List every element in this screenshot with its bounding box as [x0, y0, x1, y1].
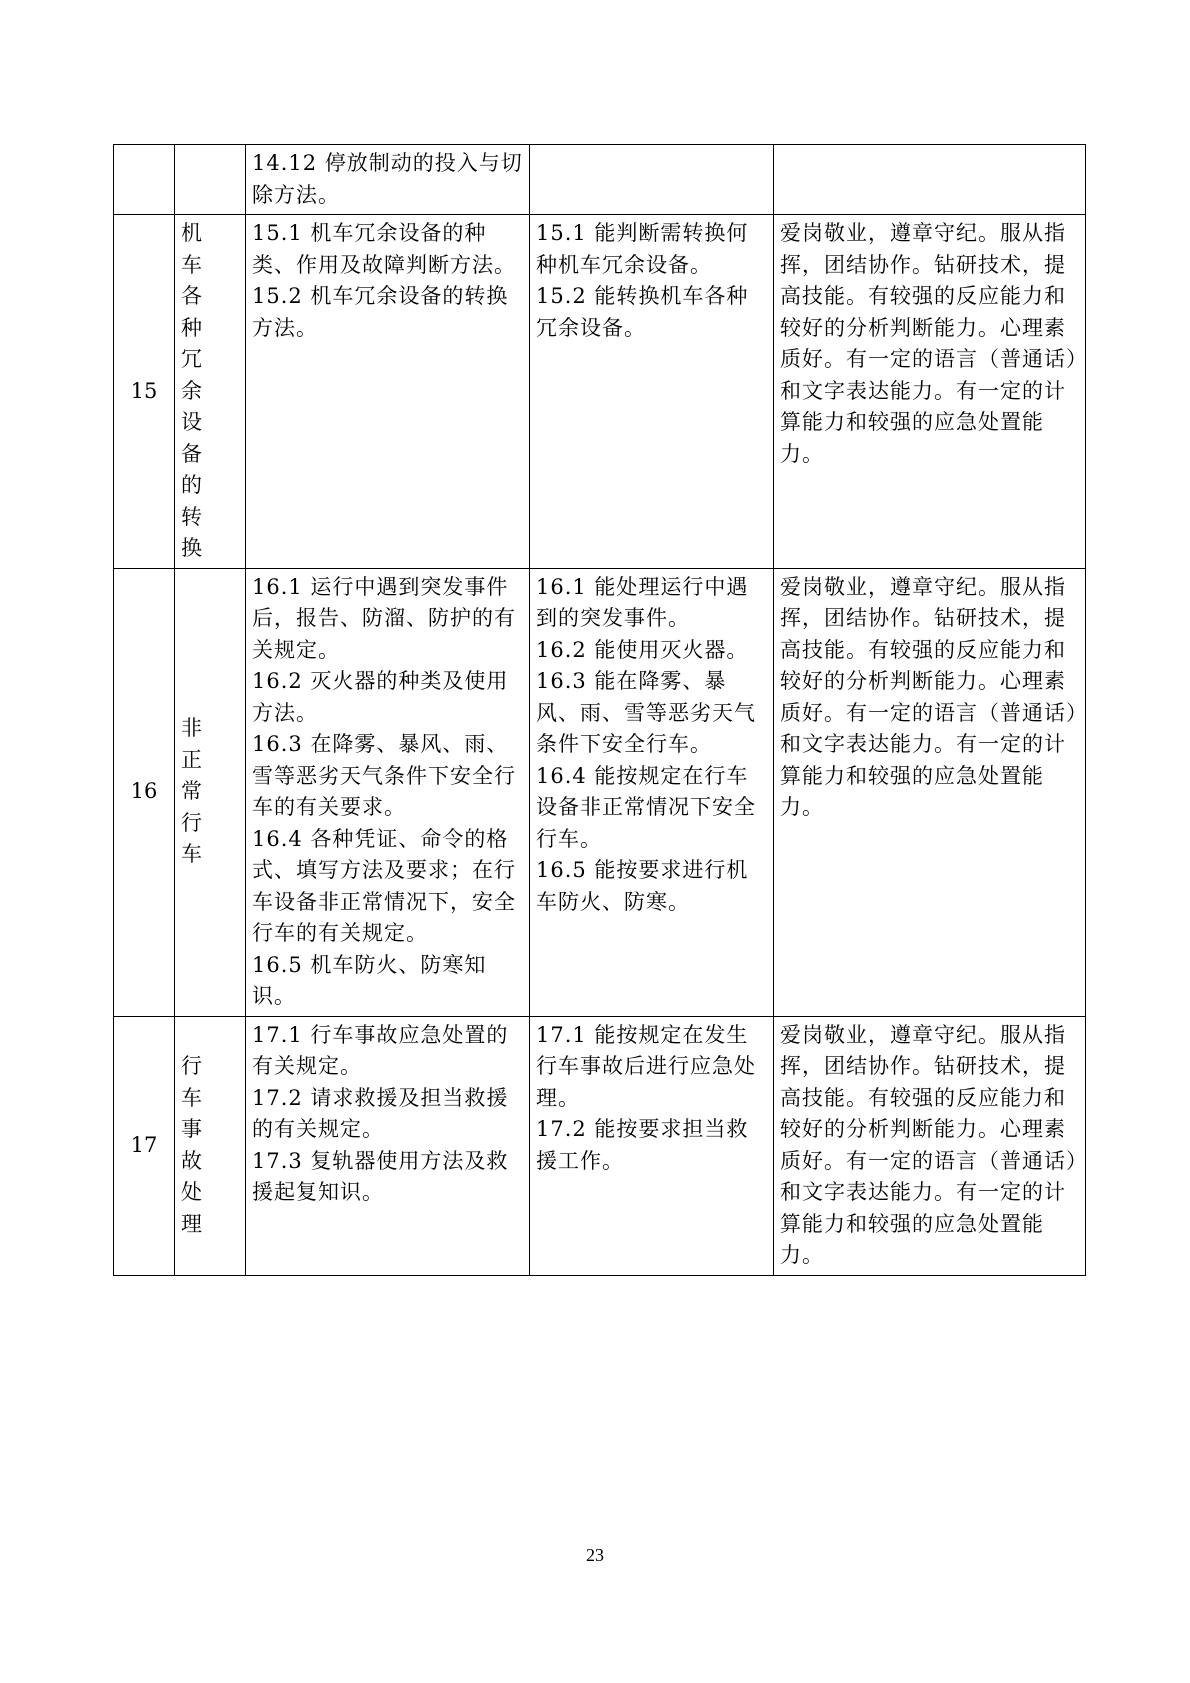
- page-number: 23: [586, 1545, 604, 1565]
- topic-line: 常 行: [181, 779, 212, 835]
- topic-line: 各 种: [181, 284, 212, 340]
- topic-line: 机 车: [181, 221, 212, 277]
- curriculum-table: [113, 144, 1086, 1276]
- row-topic: [175, 215, 246, 569]
- row-skills: [530, 1016, 774, 1275]
- table-row: [114, 1016, 1086, 1275]
- row-topic: [175, 568, 246, 1016]
- row-knowledge: [246, 215, 530, 569]
- skill-item: 15.1 能判断需转换何种机车冗余设备。: [536, 221, 749, 277]
- row-number: 15: [114, 215, 175, 569]
- knowledge-item: 16.4 各种凭证、命令的格式、填写方法及要求；在行车设备非正常情况下，安全行车的有关规定。: [252, 826, 516, 945]
- row-quality: [774, 1016, 1086, 1275]
- topic-line: 换: [181, 536, 212, 560]
- row-quality: [774, 568, 1086, 1016]
- knowledge-item: 16.3 在降雾、暴风、雨、雪等恶劣天气条件下安全行车的有关要求。: [252, 732, 516, 819]
- quality-item: 爱岗敬业，遵章守纪。服从指挥，团结协作。钻研技术，提高技能。有较强的反应能力和较好的分析判断能力。心理素质好。有一定的语言（普通话）和文字表达能力。有一定的计算能力和较强的应急处置能力。: [780, 1022, 1078, 1267]
- quality-item: 爱岗敬业，遵章守纪。服从指挥，团结协作。钻研技术，提高技能。有较强的反应能力和较好的分析判断能力。心理素质好。有一定的语言（普通话）和文字表达能力。有一定的计算能力和较强的应急处置能力。: [780, 221, 1078, 466]
- quality-item: 爱岗敬业，遵章守纪。服从指挥，团结协作。钻研技术，提高技能。有较强的反应能力和较好的分析判断能力。心理素质好。有一定的语言（普通话）和文字表达能力。有一定的计算能力和较强的应急处置能力。: [780, 574, 1078, 819]
- knowledge-item: 15.2 机车冗余设备的转换方法。: [252, 284, 509, 340]
- row-number: 17: [114, 1016, 175, 1275]
- skill-item: 16.4 能按规定在行车设备非正常情况下安全行车。: [536, 763, 756, 851]
- knowledge-item: 16.1 运行中遇到突发事件后，报告、防溜、防护的有关规定。: [252, 574, 516, 662]
- row-skills: [530, 215, 774, 569]
- skill-item: 16.5 能按要求进行机车防火、防寒。: [536, 858, 749, 914]
- topic-line: 的 转: [181, 473, 212, 529]
- row-topic: [175, 1016, 246, 1275]
- knowledge-item: 17.2 请求救援及担当救援的有关规定。: [252, 1085, 509, 1141]
- skill-item: 17.2 能按要求担当救援工作。: [536, 1117, 749, 1173]
- skill-item: 17.1 能按规定在发生行车事故后进行应急处理。: [536, 1022, 756, 1110]
- knowledge-item: 16.5 机车防火、防寒知识。: [252, 952, 487, 1008]
- table-row: [114, 145, 1086, 215]
- skill-item: 16.1 能处理运行中遇到的突发事件。: [536, 574, 749, 630]
- topic-line: 车: [181, 842, 212, 867]
- row-number: [114, 145, 175, 215]
- topic-line: 行 车: [181, 1054, 212, 1110]
- topic-line: 事 故: [181, 1117, 212, 1173]
- skill-item: 16.2 能使用灭火器。: [536, 637, 749, 662]
- knowledge-item: 15.1 机车冗余设备的种类、作用及故障判断方法。: [252, 221, 516, 277]
- table-row: [114, 215, 1086, 569]
- row-quality: [774, 145, 1086, 215]
- row-knowledge: [246, 568, 530, 1016]
- row-knowledge: [246, 145, 530, 215]
- row-topic: [175, 145, 246, 215]
- topic-line: 冗 余: [181, 347, 212, 403]
- knowledge-item: 14.12 停放制动的投入与切除方法。: [252, 151, 523, 207]
- skill-item: 15.2 能转换机车各种冗余设备。: [536, 284, 749, 340]
- knowledge-item: 17.1 行车事故应急处置的有关规定。: [252, 1022, 509, 1078]
- row-number: 16: [114, 568, 175, 1016]
- table-row: [114, 568, 1086, 1016]
- topic-line: 非 正: [181, 716, 212, 772]
- topic-line: 处理: [181, 1180, 212, 1236]
- row-knowledge: [246, 1016, 530, 1275]
- knowledge-item: 16.2 灭火器的种类及使用方法。: [252, 669, 509, 725]
- table-body: [114, 145, 1086, 1276]
- skill-item: 16.3 能在降雾、暴风、雨、雪等恶劣天气条件下安全行车。: [536, 669, 756, 756]
- knowledge-item: 17.3 复轨器使用方法及救援起复知识。: [252, 1148, 509, 1204]
- topic-line: 设 备: [181, 410, 212, 466]
- row-quality: [774, 215, 1086, 569]
- row-skills: [530, 568, 774, 1016]
- row-skills: [530, 145, 774, 215]
